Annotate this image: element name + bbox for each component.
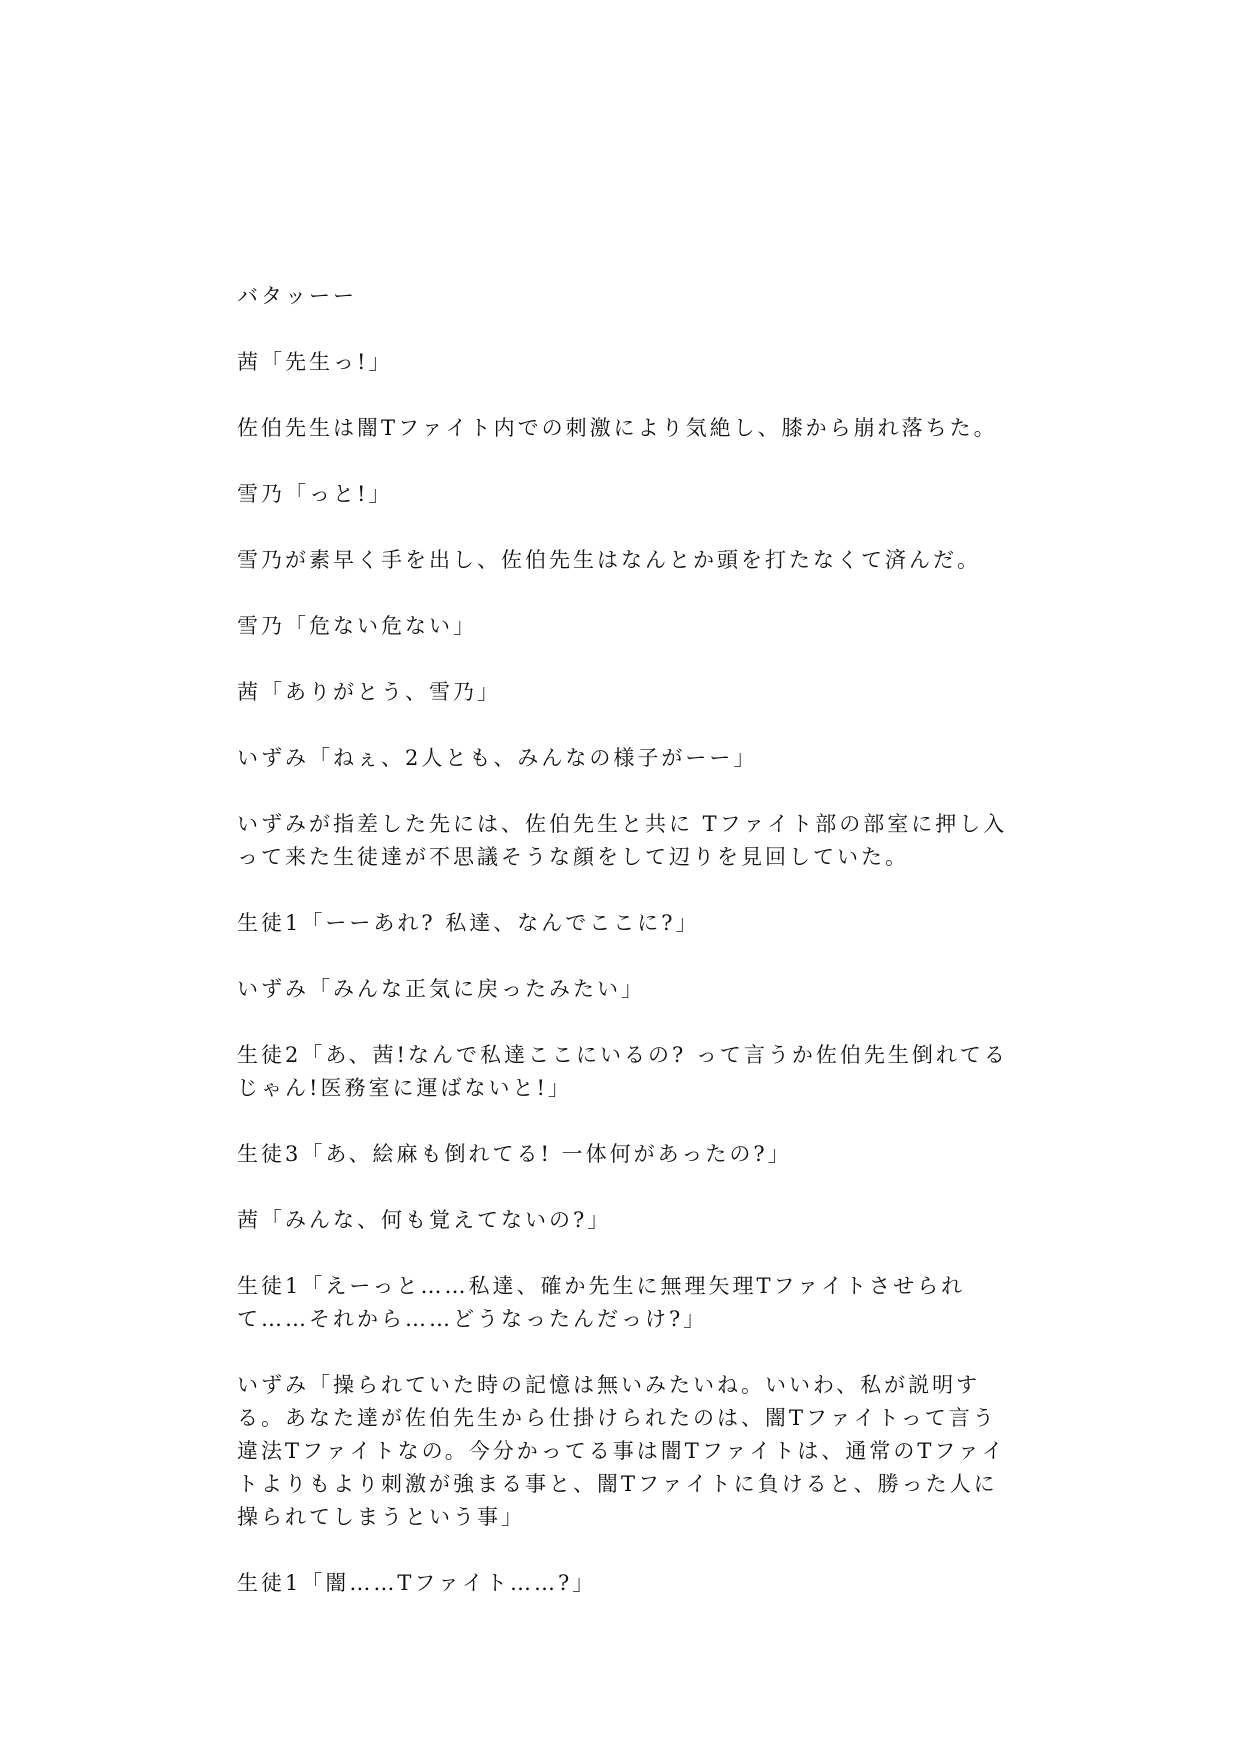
dialogue-akane-1: 茜「先生っ!」 [237,350,393,374]
paragraph-sound-effect: バタッーー [237,284,357,308]
dialogue-student2-1: 生徒2「あ、茜!なんで私達ここにいるの? って言うか佐伯先生倒れてるじゃん!医務室に運ばないと!」 [237,1043,1008,1100]
dialogue-akane-2: 茜「ありがとう、雪乃」 [237,680,501,704]
dialogue-izumi-3: いずみ「操られていた時の記憶は無いみたいね。いいわ、私が説明する。あなた達が佐伯先生から仕掛けられたのは、闇Tファイトって言う違法Tファイトなの。今分かってる事は闇Tファイトは、通常のTファイトよりもより刺激が強まる事と、闇Tファイトに負けると、勝った人に操られてしまうという事」 [237,1373,1006,1529]
narration-2: 雪乃が素早く手を出し、佐伯先生はなんとか頭を打たなくて済んだ。 [237,548,981,572]
dialogue-yukino-1: 雪乃「っと!」 [237,482,393,506]
dialogue-student1-2: 生徒1「えーっと……私達、確か先生に無理矢理Tファイトさせられて……それから……どうなったんだっけ?」 [237,1274,966,1331]
dialogue-student3-1: 生徒3「あ、絵麻も倒れてる! 一体何があったの?」 [237,1142,792,1166]
dialogue-akane-3: 茜「みんな、何も覚えてないの?」 [237,1208,612,1232]
dialogue-yukino-2: 雪乃「危ない危ない」 [237,614,477,638]
narration-3: いずみが指差した先には、佐伯先生と共に Tファイト部の部室に押し入って来た生徒達が不思議そうな顔をして辺りを見回していた。 [237,812,1008,869]
narration-1: 佐伯先生は闇Tファイト内での刺激により気絶し、膝から崩れ落ちた。 [237,416,998,440]
dialogue-izumi-1: いずみ「ねぇ、2人とも、みんなの様子がーー」 [237,746,758,770]
dialogue-student1-1: 生徒1「ーーあれ? 私達、なんでここに?」 [237,911,700,935]
story-text [237,280,1017,1633]
dialogue-izumi-2: いずみ「みんな正気に戻ったみたい」 [237,977,645,1001]
dialogue-student1-3: 生徒1「闇……Tファイト……?」 [237,1571,597,1595]
